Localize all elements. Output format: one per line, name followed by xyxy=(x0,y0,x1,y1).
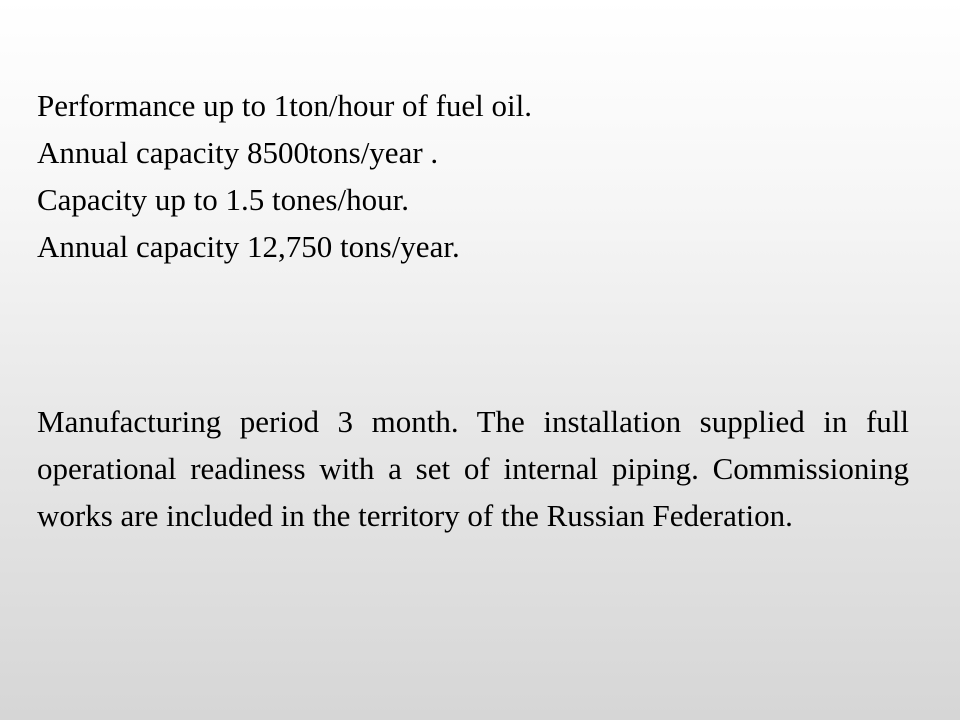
spec-list xyxy=(37,82,897,270)
spec-line-capacity: Capacity up to 1.5 tones/hour. xyxy=(37,182,409,217)
spec-line-performance: Performance up to 1ton/hour of fuel oil. xyxy=(37,88,533,123)
manufacturing-paragraph: Manufacturing period 3 month. The installation supplied in full operational readiness with a set of internal piping. Commissioning works are included in the territory of the Russian Federation. xyxy=(37,404,909,533)
spec-line-annual-capacity-2: Annual capacity 12,750 tons/year. xyxy=(37,229,460,264)
spec-line-annual-capacity: Annual capacity 8500tons/year . xyxy=(37,135,439,170)
